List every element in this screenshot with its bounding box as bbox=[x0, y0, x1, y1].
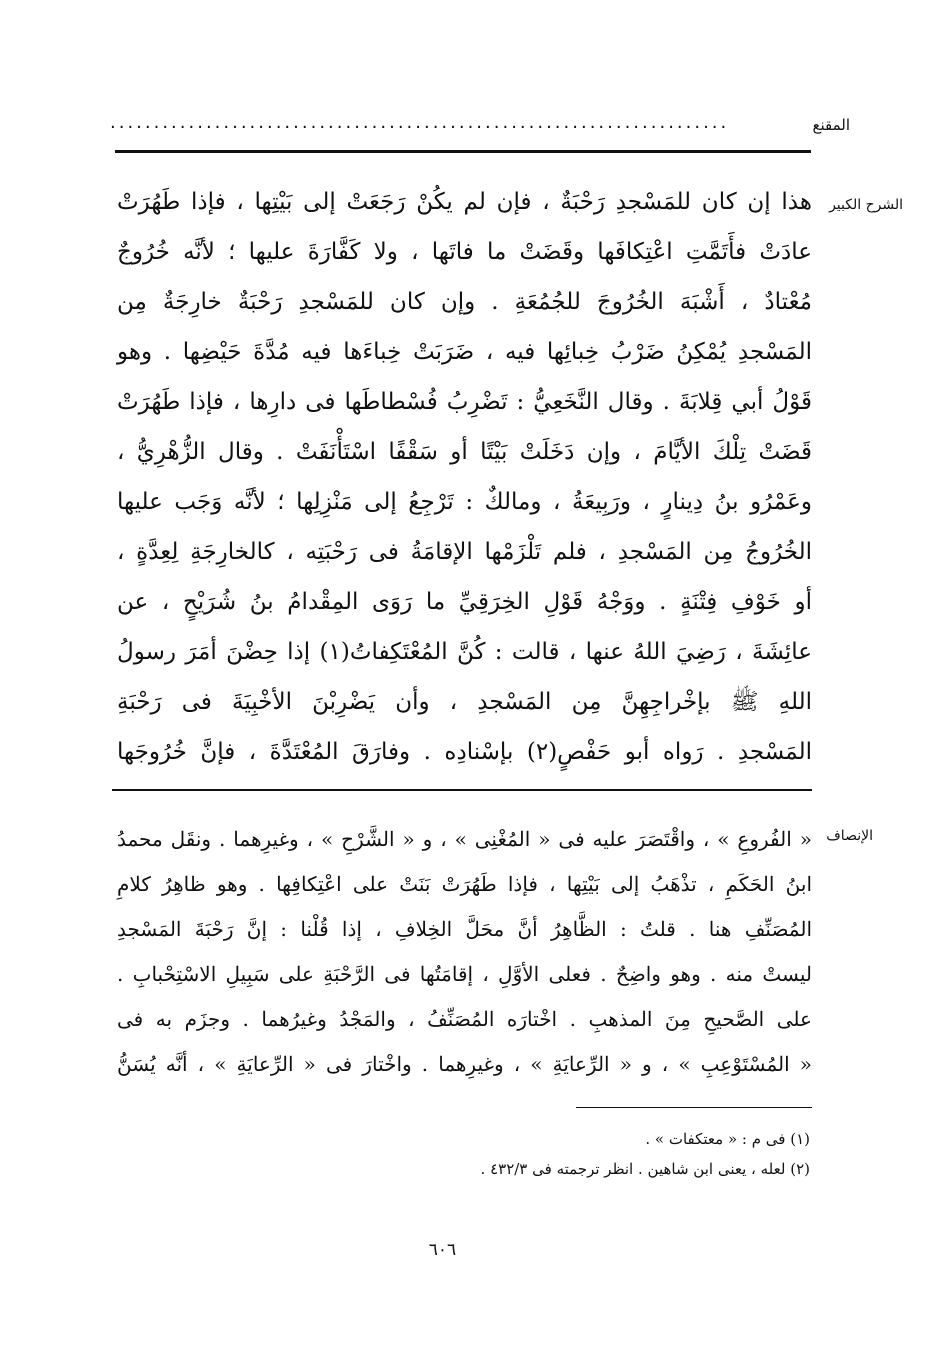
main-text-line: المَسْجدِ يُمْكِنُ ضَرْبُ خِبائِها فيه ، ضَرَبَتْ خِباءَها فيه مُدَّةَ حَيْضِها . وهو bbox=[117, 339, 812, 365]
insaf-text-line: « الفُروعِ » ، واقْتَصَرَ عليه فى « المُغْنِى » ، و « الشَّرْحِ » ، وغيرِهما . ونقَل محمدُ bbox=[117, 827, 812, 851]
insaf-text-line: المُصَنِّفِ هنا . قلتُ : الظَّاهِرُ أنَّ محَلَّ الخِلافِ ، إذا قُلْنا : إنَّ رَحْبَةَ المَسْجدِ bbox=[117, 917, 812, 941]
insaf-text-line: ابنُ الحَكَمِ ، تذْهَبُ إلى بَيْتِها ، فإذا طَهُرَتْ بَنَتْ على اعْتِكافِها . وهو ظاهِرُ كلامِ bbox=[117, 872, 812, 896]
main-text-block bbox=[117, 174, 812, 774]
main-text-line: اللهِ ﷺ بإخْراجِهِنَّ مِن المَسْجدِ ، وأن يَضْرِبْنَ الأخْبِيَةَ فى رَحْبَةِ bbox=[117, 689, 812, 715]
main-text-line: المَسْجدِ . رَواه أبو حَفْصٍ(٢) بإسْنادِه . وفارَقَ المُعْتَدَّةَ ، فإنَّ خُرُوجَها bbox=[117, 739, 812, 765]
insaf-text-line: على الصَّحيحِ مِنَ المذهبِ . اخْتارَه المُصَنِّفُ ، والمَجْدُ وغيرُهما . وجزَم به فى bbox=[117, 1007, 812, 1031]
main-text-line: أو خَوْفِ فِتْنَةٍ . ووَجْهُ قَوْلِ الخِرَقِيِّ ما رَوَى المِقْدامُ بنُ شُرَيْحٍ ، عن bbox=[117, 589, 812, 615]
insaf-text-line: ليستْ منه . وهو واضِحٌ . فعلى الأوَّلِ ، إقامَتُها فى الرَّحْبَةِ على سَبِيلِ الاسْتِحْبابِ . bbox=[117, 962, 812, 986]
main-text-line: هذا إن كان للمَسْجدِ رَحْبَةٌ ، فإن لم يكُنْ رَجَعَتْ إلى بَيْتِها ، فإذا طَهُرَتْ bbox=[117, 189, 812, 215]
main-text-line: عادَتْ فأَتَمَّتِ اعْتِكافَها وقَضَتْ ما فاتَها ، ولا كَفَّارَةَ عليها ؛ لأنَّه خُرُوجٌ bbox=[117, 239, 812, 265]
main-text-line: قَوْلُ أبي قِلابَةَ . وقال النَّخَعِيُّ : تَضْرِبُ فُسْطاطَها فى دارِها ، فإذا طَهُرَتْ bbox=[117, 389, 812, 415]
main-text-line: عائِشَةَ ، رَضِيَ اللهُ عنها ، قالت : كُنَّ المُعْتَكِفاتُ(١) إذا حِضْنَ أمَرَ رسولُ bbox=[117, 639, 812, 665]
section-divider bbox=[112, 789, 812, 791]
header-rule bbox=[115, 150, 811, 153]
page-number: ٦٠٦ bbox=[428, 1240, 457, 1260]
book-title: المقنع bbox=[812, 116, 850, 134]
section-label-sharh: الشرح الكبير bbox=[829, 197, 903, 213]
footnote-rule bbox=[576, 1107, 812, 1108]
main-text-line: وعَمْرُو بنُ دِينارٍ ، ورَبِيعَةُ ، ومالكٌ : تَرْجِعُ إلى مَنْزِلِها ؛ لأنَّه وَجَب عليها bbox=[117, 489, 812, 515]
header-dot-leader: ....................................................................... bbox=[110, 112, 730, 133]
section-label-insaf: الإنصاف bbox=[826, 828, 873, 844]
main-text-line: مُعْتادٌ ، أَشْبَهَ الخُرُوجَ للجُمُعَةِ . وإن كان للمَسْجدِ رَحْبَةٌ خارِجَةٌ مِن bbox=[117, 289, 812, 315]
footnote-2: (٢) لعله ، يعنى ابن شاهين . انظر ترجمته فى ٤٣٢/٣ . bbox=[480, 1160, 810, 1178]
insaf-text-block bbox=[117, 817, 812, 1097]
insaf-text-line: « المُسْتَوْعِبِ » ، و « الرِّعايَةِ » ، وغيرِهما . واخْتارَ فى « الرِّعايَةِ » ، أنَّه يُسَنُّ bbox=[117, 1052, 812, 1076]
main-text-line: الخُرُوجُ مِن المَسْجدِ ، فلم تَلْزَمْها الإقامَةُ فى رَحْبَتِه ، كالخارِجَةِ لِعِدَّةٍ ، bbox=[117, 539, 812, 565]
main-text-line: قَضَتْ تِلْكَ الأيَّامَ ، وإن دَخَلَتْ بَيْتًا أو سَقْفًا اسْتَأْنَفَتْ . وقال الزُّهْرِيُّ ، bbox=[117, 439, 812, 465]
running-header bbox=[110, 112, 850, 142]
footnote-1: (١) فى م : « معتكفات » . bbox=[645, 1130, 810, 1148]
